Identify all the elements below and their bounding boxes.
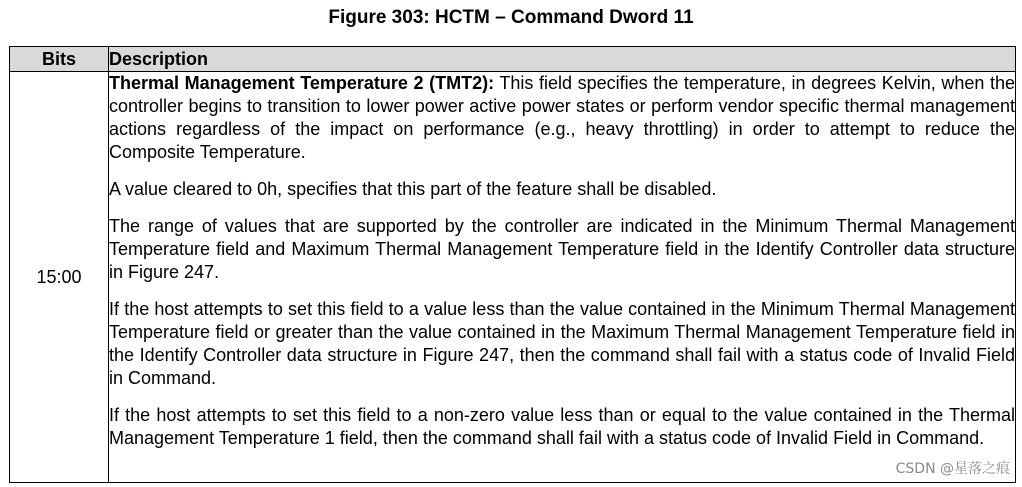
description-cell: [109, 72, 1016, 483]
bits-column-header: Bits: [10, 47, 109, 72]
source-watermark: CSDN @星落之痕: [895, 461, 1010, 477]
description-paragraph-5: If the host attempts to set this field to a non-zero value less than or equal to the value contained in the Thermal Management Temperature 1 field, then the command shall fail with a status code of Invalid Field in Command.: [109, 405, 1015, 448]
description-paragraph-3: The range of values that are supported by the controller are indicated in the Minimum Thermal Management Temperature field and Maximum Thermal Management Temperature field in the Identify Controller data structure in Figure 247.: [109, 216, 1015, 282]
description-column-header: Description: [109, 47, 1016, 72]
spec-table: [9, 46, 1016, 483]
description-paragraph-1: [109, 72, 1015, 164]
table-row: [10, 72, 1016, 483]
field-definition-text: This field specifies the temperature, in degrees Kelvin, when the controller begins to transition to lower power active power states or perform vendor specific thermal management actions regardless of the impact on performance (e.g., heavy throttling) in order to attempt to reduce the Composite Temperature.: [109, 73, 1015, 162]
description-paragraph-2: A value cleared to 0h, specifies that this part of the feature shall be disabled.: [109, 179, 717, 199]
table-header-row: [10, 47, 1016, 72]
figure-title: Figure 303: HCTM – Command Dword 11: [328, 7, 694, 28]
field-name: Thermal Management Temperature 2 (TMT2):: [109, 73, 495, 93]
description-paragraph-4: If the host attempts to set this field to a value less than the value contained in the Minimum Thermal Management Temperature field or greater than the value contained in the Maximum Thermal Management Temperature field in the Identify Controller data structure in Figure 247, then the command shall fail with a status code of Invalid Field in Command.: [109, 299, 1015, 388]
bits-cell: 15:00: [10, 72, 109, 483]
